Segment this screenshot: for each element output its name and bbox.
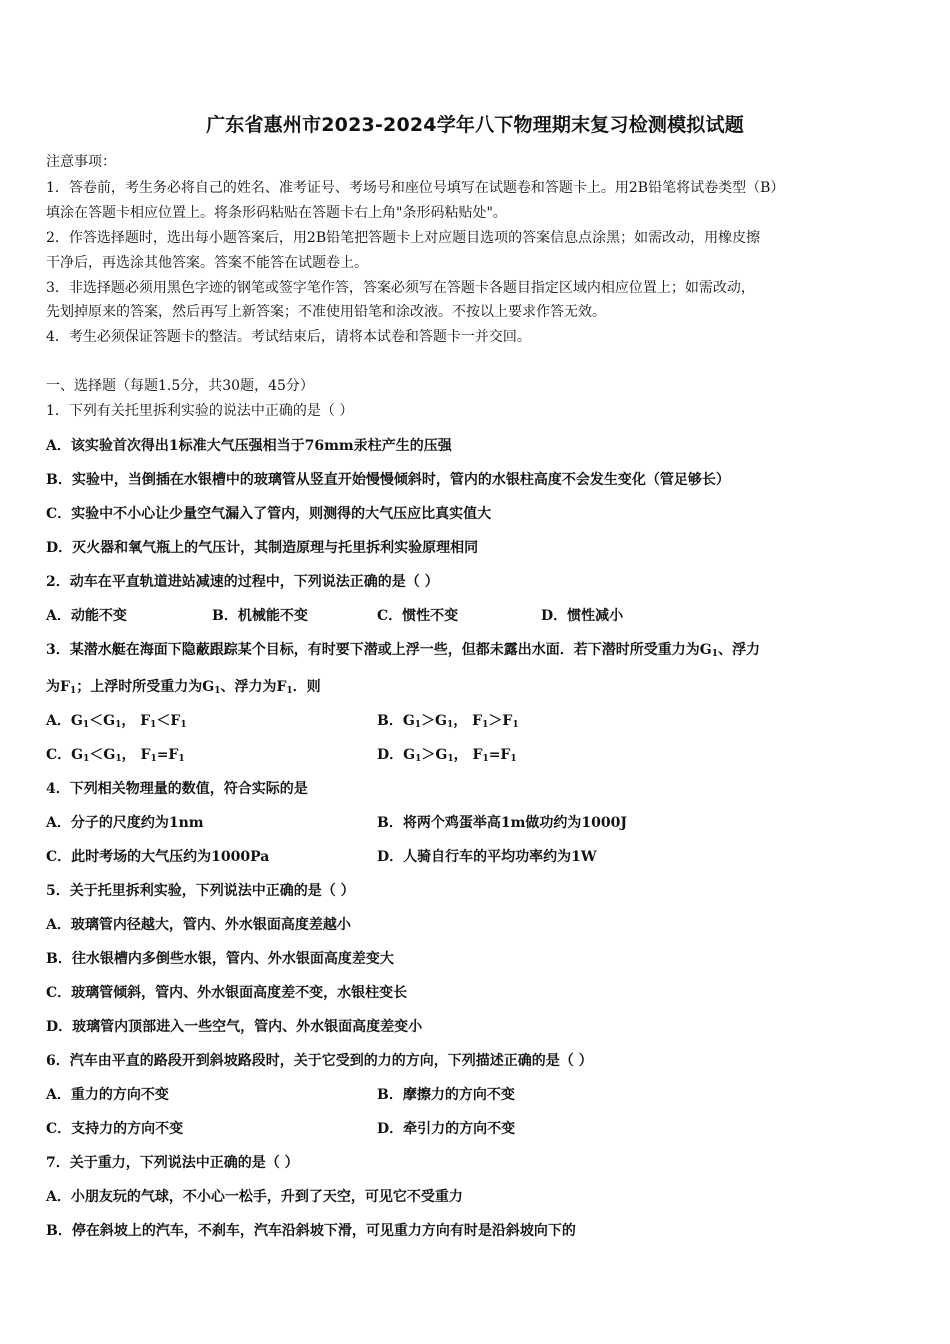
opt-part: =F xyxy=(488,747,511,763)
q5-stem: 5．关于托里拆利实验，下列说法中正确的是（ ） xyxy=(46,883,355,899)
q6-stem: 6．汽车由平直的路段开到斜坡路段时，关于它受到的力的方向，下列描述正确的是（ ） xyxy=(46,1053,593,1069)
subscript: 1 xyxy=(115,720,122,730)
notice-line-7: 4．考生必须保证答题卡的整洁。考试结束后，请将本试卷和答题卡一并交回。 xyxy=(46,329,531,345)
q2-option-c: C．惯性不变 xyxy=(377,608,459,624)
opt-part: ＞G xyxy=(421,747,448,763)
q3-stem-line-2 xyxy=(46,678,321,700)
notice-line-5: 3．非选择题必须用黑色字迹的钢笔或签字笔作答，答案必须写在答题卡各题目指定区域内相应位置上；如需改动， xyxy=(46,280,755,296)
opt-part: B．G xyxy=(377,713,415,729)
opt-part: ＜F xyxy=(156,713,181,729)
q5-option-b: B．往水银槽内多倒些水银，管内、外水银面高度差变大 xyxy=(46,951,394,967)
subscript: 1 xyxy=(150,720,157,730)
q7-option-b: B．停在斜坡上的汽车，不刹车，汽车沿斜坡下滑，可见重力方向有时是沿斜坡向下的 xyxy=(46,1223,576,1239)
q6-option-a: A．重力的方向不变 xyxy=(46,1087,169,1103)
subscript: 1 xyxy=(447,720,454,730)
subscript: 1 xyxy=(115,754,122,764)
q7-option-a: A．小朋友玩的气球，不小心一松手，升到了天空，可见它不受重力 xyxy=(46,1189,463,1205)
q5-option-d: D．玻璃管内顶部进入一些空气，管内、外水银面高度差变小 xyxy=(46,1019,423,1035)
q3-option-b xyxy=(377,712,519,734)
notice-line-2: 填涂在答题卡相应位置上。将条形码粘贴在答题卡右上角"条形码粘贴处"。 xyxy=(46,205,507,221)
q1-option-d: D．灭火器和氧气瓶上的气压计，其制造原理与托里拆利实验原理相同 xyxy=(46,540,479,556)
q6-option-b: B．摩擦力的方向不变 xyxy=(377,1087,515,1103)
subscript: 1 xyxy=(414,720,422,730)
opt-part: ＜G xyxy=(89,747,116,763)
q7-stem: 7．关于重力，下列说法中正确的是（ ） xyxy=(46,1155,299,1171)
q1-option-a: A．该实验首次得出1标准大气压强相当于76mm汞柱产生的压强 xyxy=(46,438,452,454)
q3-stem-part: 为F xyxy=(46,679,70,695)
subscript: 1 xyxy=(178,754,185,764)
q4-option-b: B．将两个鸡蛋举高1m做功约为1000J xyxy=(377,815,627,831)
subscript: 1 xyxy=(82,720,90,730)
q4-option-c: C．此时考场的大气压约为1000Pa xyxy=(46,849,270,865)
subscript: 1 xyxy=(180,720,187,730)
page-title: 广东省惠州市2023-2024学年八下物理期末复习检测模拟试题 xyxy=(206,114,744,136)
subscript: 1 xyxy=(69,686,77,696)
opt-part: ＜G xyxy=(89,713,116,729)
subscript: 1 xyxy=(447,754,454,764)
opt-part: ， F xyxy=(121,747,151,763)
notice-heading: 注意事项： xyxy=(46,154,116,170)
subscript: 1 xyxy=(482,720,489,730)
subscript: 1 xyxy=(150,754,157,764)
opt-part: ， F xyxy=(453,747,483,763)
q3-stem-part: ；上浮时所受重力为G xyxy=(76,679,215,695)
subscript: 1 xyxy=(83,754,90,764)
subscript: 1 xyxy=(711,649,718,659)
subscript: 1 xyxy=(510,754,517,764)
q3-stem-part: 、浮力为F xyxy=(220,679,287,695)
q5-option-c: C．玻璃管倾斜，管内、外水银面高度差不变，水银柱变长 xyxy=(46,985,408,1001)
opt-part: D．G xyxy=(377,747,416,763)
q2-option-b: B．机械能不变 xyxy=(212,608,308,624)
notice-line-4: 干净后，再选涂其他答案。答案不能答在试题卷上。 xyxy=(46,255,368,271)
q1-stem: 1．下列有关托里拆利实验的说法中正确的是（ ） xyxy=(46,403,354,419)
subscript: 1 xyxy=(482,754,489,764)
q2-option-a: A．动能不变 xyxy=(46,608,127,624)
q3-stem-text: 3．某潜水艇在海面下隐蔽跟踪某个目标，有时要下潜或上浮一些，但都未露出水面．若下潜时所受重力为G xyxy=(46,642,712,658)
q1-option-c: C．实验中不小心让少量空气漏入了管内，则测得的大气压应比真实值大 xyxy=(46,506,492,522)
opt-part: A．G xyxy=(46,713,83,729)
subscript: 1 xyxy=(512,720,519,730)
q2-option-d: D．惯性减小 xyxy=(541,608,624,624)
subscript: 1 xyxy=(415,754,422,764)
notice-line-1: 1．答卷前，考生务必将自己的姓名、准考证号、考场号和座位号填写在试题卷和答题卡上。用2B铅笔将试卷类型（B） xyxy=(46,180,785,196)
q2-stem: 2．动车在平直轨道进站减速的过程中，下列说法正确的是（ ） xyxy=(46,574,439,590)
q6-option-c: C．支持力的方向不变 xyxy=(46,1121,184,1137)
q3-option-c xyxy=(46,746,185,768)
subscript: 1 xyxy=(286,686,293,696)
q3-option-a xyxy=(46,712,187,734)
q6-option-d: D．牵引力的方向不变 xyxy=(377,1121,516,1137)
notice-line-3: 2．作答选择题时，选出每小题答案后，用2B铅笔把答题卡上对应题目选项的答案信息点涂黑；如需改动，用橡皮擦 xyxy=(46,230,761,246)
q5-option-a: A．玻璃管内径越大，管内、外水银面高度差越小 xyxy=(46,917,351,933)
subscript: 1 xyxy=(214,686,221,696)
q3-option-d xyxy=(377,746,517,768)
opt-part: ＞G xyxy=(421,713,448,729)
notice-line-6: 先划掉原来的答案，然后再写上新答案；不准使用铅笔和涂改液。不按以上要求作答无效。 xyxy=(46,304,606,320)
q4-stem: 4．下列相关物理量的数值，符合实际的是 xyxy=(46,781,308,797)
section-heading: 一、选择题（每题1.5分，共30题，45分） xyxy=(46,378,314,394)
opt-part: ， F xyxy=(453,713,483,729)
q3-stem-part: ．则 xyxy=(292,679,321,695)
q1-option-b: B．实验中，当倒插在水银槽中的玻璃管从竖直开始慢慢倾斜时，管内的水银柱高度不会发生变化（管足够长） xyxy=(46,472,730,488)
q4-option-a: A．分子的尺度约为1nm xyxy=(46,815,204,831)
opt-part: ， F xyxy=(121,713,151,729)
q4-option-d: D．人骑自行车的平均功率约为1W xyxy=(377,849,597,865)
q3-stem-line-1 xyxy=(46,641,760,663)
q3-stem-tail: 、浮力 xyxy=(717,642,760,658)
opt-part: =F xyxy=(156,747,179,763)
opt-part: ＞F xyxy=(488,713,513,729)
opt-part: C．G xyxy=(46,747,84,763)
